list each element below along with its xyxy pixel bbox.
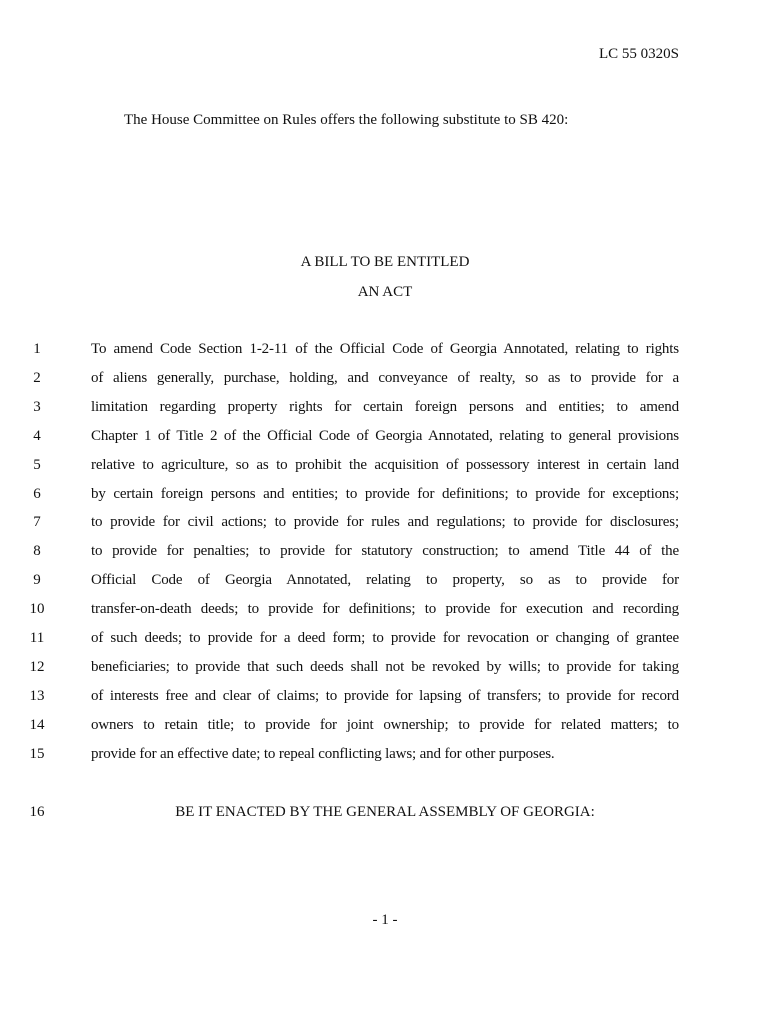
bill-line: by certain foreign persons and entities; to provide for definitions; to provide for exceptions; [91,486,679,502]
bill-title-line-1: A BILL TO BE ENTITLED [300,254,470,270]
line-number: 8 [33,543,41,559]
bill-line: relative to agriculture, so as to prohibit the acquisition of possessory interest in certain land [91,457,679,473]
bill-line: owners to retain title; to provide for joint ownership; to provide for related matters; to [91,717,679,733]
line-number: 14 [29,717,45,733]
bill-line: To amend Code Section 1-2-11 of the Official Code of Georgia Annotated, relating to rights [91,341,679,357]
bill-line: to provide for penalties; to provide for statutory construction; to amend Title 44 of the [91,543,679,559]
bill-line: to provide for civil actions; to provide for rules and regulations; to provide for disclosures; [91,514,679,530]
line-number: 10 [29,601,45,617]
line-number: 9 [33,572,41,588]
line-number: 12 [29,659,45,675]
bill-line: of interests free and clear of claims; to provide for lapsing of transfers; to provide for record [91,688,679,704]
page-number: - 1 - [372,912,398,928]
bill-line: Official Code of Georgia Annotated, relating to property, so as to provide for [91,572,679,588]
line-number: 2 [33,370,41,386]
line-number: 7 [33,514,41,530]
bill-line: beneficiaries; to provide that such deeds shall not be revoked by wills; to provide for taking [91,659,679,675]
bill-line: transfer-on-death deeds; to provide for definitions; to provide for execution and recording [91,601,679,617]
document-code: LC 55 0320S [598,46,679,62]
line-number: 11 [29,630,45,646]
substitute-statement: The House Committee on Rules offers the following substitute to SB 420: [124,112,569,128]
line-number: 4 [33,428,41,444]
bill-line: of aliens generally, purchase, holding, and conveyance of realty, so as to provide for a [91,370,679,386]
bill-line: limitation regarding property rights for certain foreign persons and entities; to amend [91,399,679,415]
line-number: 13 [29,688,45,704]
line-number: 3 [33,399,41,415]
line-number: 6 [33,486,41,502]
bill-line: of such deeds; to provide for a deed form; to provide for revocation or changing of grantee [91,630,679,646]
line-number: 16 [29,804,45,820]
bill-line: provide for an effective date; to repeal conflicting laws; and for other purposes. [91,746,555,762]
line-number: 5 [33,457,41,473]
bill-line: Chapter 1 of Title 2 of the Official Code of Georgia Annotated, relating to general provisions [91,428,679,444]
line-number: 1 [33,341,41,357]
bill-title-line-2: AN ACT [357,284,413,300]
enacting-clause: BE IT ENACTED BY THE GENERAL ASSEMBLY OF GEORGIA: [175,804,595,820]
line-number: 15 [29,746,45,762]
